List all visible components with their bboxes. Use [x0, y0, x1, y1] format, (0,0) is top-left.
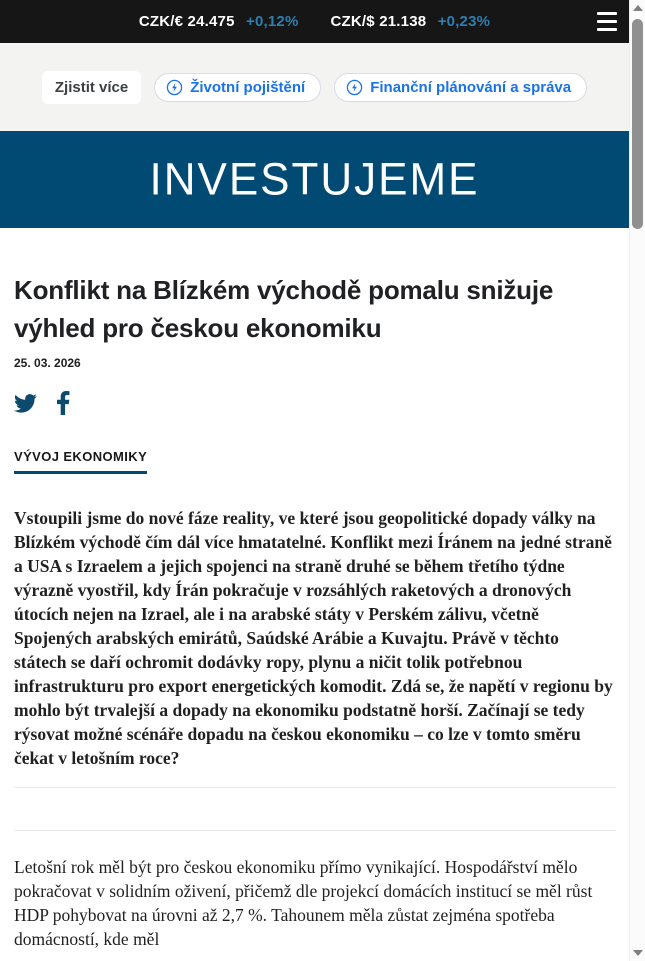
facebook-icon: [57, 391, 70, 415]
chip-zivotni-pojisteni[interactable]: [154, 73, 321, 102]
divider: [14, 787, 616, 788]
chip-financni-planovani[interactable]: [334, 73, 587, 102]
flash-circle-icon: [346, 79, 363, 96]
category-label[interactable]: VÝVOJ EKONOMIKY: [14, 449, 147, 474]
scroll-down-icon[interactable]: [633, 950, 643, 956]
currency-change: +0,23%: [437, 13, 491, 30]
article-content: [0, 271, 629, 951]
scrollbar[interactable]: [629, 0, 645, 961]
divider: [14, 830, 616, 831]
facebook-share-button[interactable]: [57, 391, 70, 415]
topbar: [0, 0, 629, 43]
twitter-share-button[interactable]: [14, 394, 37, 413]
site-logo[interactable]: INVESTUJEME: [149, 153, 480, 205]
article-title: Konflikt na Blízkém východě pomalu snižuje výhled pro českou ekonomiku: [14, 275, 554, 343]
currency-rate-eur: [139, 13, 299, 30]
article-lead-paragraph: Vstoupili jsme do nové fáze reality, ve které jsou geopolitické dopady války na Blízkém východě čím dál více hmatatelné. Konflikt mezi Íránem na jedné straně a USA s Izraelem a jejich spojenci na straně druhé se během třetího týdne výrazně vyostřil, kdy Írán pokračuje v rozsáhlých raketových a dronových útocích nejen na Izrael, ale i na arabské státy v Perském zálivu, včetně Spojených arabských emirátů, Saúdské Arábie a Kuvajtu. Právě v těchto státech se daří ochromit dodávky ropy, plynu a ničit tolik potřebnou infrastrukturu pro export energetických komodit. Zdá se, že napětí v regionu by mohlo být trvalejší a dopady na ekonomiku podstatně horší. Začínají se tedy rýsovat možné scénáře dopadu na českou ekonomiku – co lze v tomto směru čekat v letošním roce?: [14, 508, 613, 768]
social-share-bar: [14, 391, 615, 415]
chip-label: Finanční plánování a správa: [370, 78, 572, 96]
hamburger-icon[interactable]: [597, 12, 617, 31]
currency-rate-usd: [331, 13, 491, 30]
currency-pair: CZK/€: [138, 13, 184, 30]
currency-rates: [139, 13, 490, 30]
currency-value: 21.138: [379, 13, 427, 30]
flash-circle-icon: [166, 79, 183, 96]
scrollbar-thumb[interactable]: [632, 19, 643, 229]
currency-value: 24.475: [187, 13, 235, 30]
article-date: 25. 03. 2026: [14, 356, 81, 370]
article-body-paragraph: Letošní rok měl být pro českou ekonomiku přímo vynikající. Hospodářství mělo pokračovat v solidním oživení, přičemž dle projekcí domácích institucí se měl růst HDP pohybovat na úrovni až 2,7 %. Tahounem měla zůstat zejména spotřeba domácností, kde měl: [14, 857, 593, 949]
currency-pair: CZK/$: [330, 13, 375, 30]
learn-more-button[interactable]: Zjistit více: [42, 71, 141, 104]
chip-label: Životní pojištění: [190, 78, 306, 96]
twitter-icon: [14, 394, 37, 413]
currency-change: +0,12%: [246, 13, 299, 30]
promo-chip-bar: [0, 43, 629, 131]
site-masthead: [0, 131, 629, 228]
category-section: [14, 448, 615, 474]
scroll-up-icon[interactable]: [633, 5, 643, 11]
